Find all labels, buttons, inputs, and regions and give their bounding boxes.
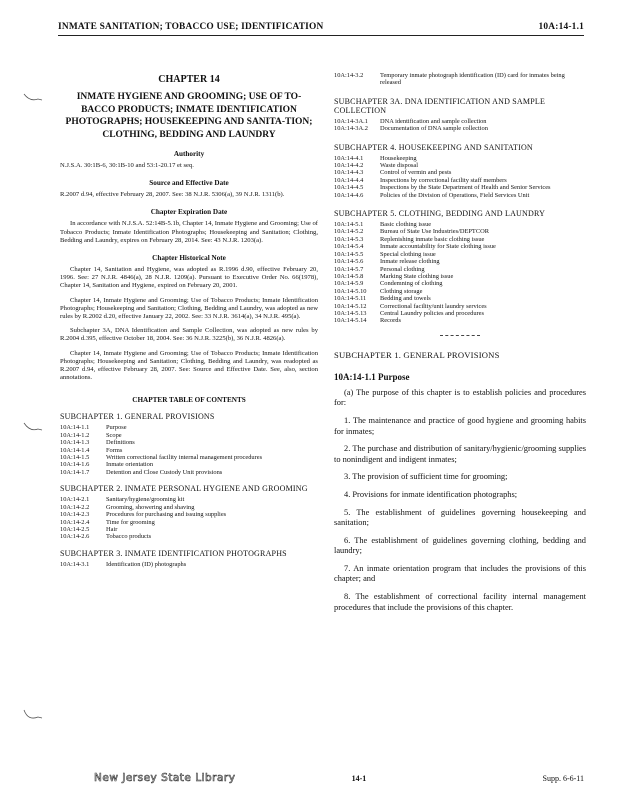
toc-entry-number: 10A:14-3A.2: [334, 125, 368, 133]
toc-entry-title: Records: [380, 317, 401, 325]
right-column: [334, 72, 586, 613]
toc-entry: [60, 533, 318, 540]
toc-entry-title: Procedures for purchasing and issuing supplies: [106, 511, 227, 519]
purpose-item: 5. The establishment of guidelines governing housekeeping and sanitation;: [334, 507, 586, 528]
toc-entry: [334, 228, 586, 235]
toc-entry-number: 10A:14-4.1: [334, 154, 364, 162]
toc-entry-number: 10A:14-3A.1: [334, 117, 368, 125]
toc-entry: [334, 280, 586, 287]
toc-entry-number: 10A:14-4.4: [334, 176, 364, 184]
toc-entry-title: Inmate release clothing: [380, 258, 440, 266]
toc-subchapter-title: SUBCHAPTER 1. GENERAL PROVISIONS: [60, 412, 215, 422]
chapter-label: CHAPTER 14: [158, 74, 220, 85]
toc-entry-title: Grooming, showering and shaving: [106, 503, 195, 511]
toc-entry-title: Basic clothing issue: [380, 221, 432, 229]
toc-entry-number: 10A:14-5.4: [334, 243, 364, 251]
toc-entry-number: 10A:14-5.9: [334, 280, 364, 288]
toc-list: [60, 424, 318, 476]
toc-entry-number: 10A:14-5.11: [334, 295, 367, 303]
toc-subchapter-title: SUBCHAPTER 2. INMATE PERSONAL HYGIENE AND GROOMING: [60, 484, 308, 494]
toc-list: [334, 155, 586, 199]
toc-entry-title: Clothing storage: [380, 287, 423, 295]
source-text: R.2007 d.94, effective February 28, 2007. See: 38 N.J.R. 5306(a), 39 N.J.R. 1311(b).: [60, 191, 285, 199]
toc-entry-title: Policies of the Division of Operations, Field Services Unit: [380, 191, 530, 199]
toc-entry-number: 10A:14-4.3: [334, 169, 364, 177]
toc-entry-number: 10A:14-1.5: [60, 454, 90, 462]
toc-entry: [60, 519, 318, 526]
toc-entry-title: Detention and Close Custody Unit provisions: [106, 468, 223, 476]
toc-entry-number: 10A:14-3.1: [60, 560, 90, 568]
toc-entry-title: Forms: [106, 446, 123, 454]
toc-entry-number: 10A:14-2.6: [60, 533, 90, 541]
toc-entry-title: Condemning of clothing: [380, 280, 443, 288]
toc-entry: [334, 169, 586, 176]
toc-entry-title: Central Laundry policies and procedures: [380, 309, 484, 317]
toc-entry-title: Inspections by correctional facility staff members: [380, 176, 507, 184]
toc-entry: [334, 251, 586, 258]
left-column: [60, 66, 318, 568]
toc-entry: [60, 469, 318, 476]
margin-mark-icon: [22, 420, 44, 434]
toc-entry: [60, 439, 318, 446]
toc-entry: [334, 184, 586, 191]
toc-list: [60, 496, 318, 540]
toc-entry-title: Definitions: [106, 439, 135, 447]
toc-entry: [60, 496, 318, 503]
page-number: 14-1: [351, 773, 367, 783]
toc-entry: [334, 258, 586, 265]
toc-entry-title: DNA identification and sample collection: [380, 117, 487, 125]
toc-entry-title: Written correctional facility internal management procedures: [106, 454, 263, 462]
toc-entry-number: 10A:14-5.1: [334, 221, 364, 229]
toc-entry-number: 10A:14-5.8: [334, 272, 364, 280]
toc-entry-title: Control of vermin and pests: [380, 169, 452, 177]
toc-entry-title: Hair: [106, 525, 118, 533]
toc-entry-number: 10A:14-5.13: [334, 309, 367, 317]
purpose-intro: (a) The purpose of this chapter is to establish policies and procedures for:: [334, 387, 586, 408]
history-heading: Chapter Historical Note: [152, 254, 226, 263]
history-paragraph: Chapter 14, Inmate Hygiene and Grooming; Use of Tobacco Products; Inmate Identification Photographs; Housekeeping and Sanitation; Clothing, Bedding and Laundry, was adopted as new rules by R.2002 d.20, effective January 22, 2002. See: 33 N.J.R. 3614(a), 34 N.J.R. 495(a).: [60, 296, 318, 321]
toc-entry: [334, 310, 586, 317]
toc-entry-number: 10A:14-5.12: [334, 302, 367, 310]
toc-entry: [60, 447, 318, 454]
toc-entry-number: 10A:14-4.2: [334, 162, 364, 170]
toc-entry: [60, 504, 318, 511]
toc-entry-title: Bureau of State Use Industries/DEPTCOR: [380, 228, 489, 236]
supplement-date: Supp. 6-6-11: [542, 773, 584, 783]
toc-entry-number: 10A:14-2.3: [60, 511, 90, 519]
toc-entry: [334, 162, 586, 169]
toc-entry: [334, 72, 586, 87]
toc-entry-title: Temporary inmate photograph identification (ID) card for inmates being released: [380, 72, 565, 87]
toc-list: [334, 221, 586, 325]
toc-entry-number: 10A:14-2.4: [60, 518, 90, 526]
toc-entry: [334, 266, 586, 273]
toc-subchapter-title: SUBCHAPTER 3. INMATE IDENTIFICATION PHOTOGRAPHS: [60, 548, 287, 558]
toc-entry: [60, 424, 318, 431]
toc-entry-number: 10A:14-1.2: [60, 431, 90, 439]
toc-entry: [334, 236, 586, 243]
toc-entry-title: Personal clothing: [380, 265, 425, 273]
expiration-heading: Chapter Expiration Date: [150, 208, 228, 217]
purpose-item: 4. Provisions for inmate identification photographs;: [344, 489, 518, 499]
toc-entry-title: Purpose: [106, 424, 127, 432]
toc-entry-title: Sanitary/hygiene/grooming kit: [106, 496, 185, 504]
purpose-item: 1. The maintenance and practice of good hygiene and grooming habits for inmates;: [334, 415, 586, 436]
toc-entry: [60, 432, 318, 439]
purpose-item: 7. An inmate orientation program that includes the provisions of this chapter; and: [334, 563, 586, 584]
toc-entry-number: 10A:14-1.1: [60, 424, 90, 432]
toc-entry-number: 10A:14-5.3: [334, 235, 364, 243]
header-section-number: 10A:14-1.1: [538, 22, 584, 32]
toc-entry-title: Correctional facility/unit laundry services: [380, 302, 487, 310]
toc-entry-title: Time for grooming: [106, 518, 155, 526]
header-title: INMATE SANITATION; TOBACCO USE; IDENTIFICATION: [58, 22, 324, 32]
margin-mark-icon: [22, 708, 44, 722]
toc-entry-title: Waste disposal: [380, 162, 418, 170]
toc-entry-number: 10A:14-5.7: [334, 265, 364, 273]
toc-subchapter-title: SUBCHAPTER 5. CLOTHING, BEDDING AND LAUNDRY: [334, 209, 546, 219]
toc-entry: [334, 317, 586, 324]
toc-entry-title: Documentation of DNA sample collection: [380, 125, 488, 133]
toc-entry: [334, 221, 586, 228]
authority-heading: Authority: [173, 150, 205, 158]
running-header: [58, 22, 584, 36]
subchapter-heading: SUBCHAPTER 1. GENERAL PROVISIONS: [334, 349, 500, 360]
source-heading: Source and Effective Date: [149, 179, 229, 188]
toc-entry: [60, 454, 318, 461]
toc-entry-number: 10A:14-1.3: [60, 439, 90, 447]
toc-entry-number: 10A:14-4.5: [334, 184, 364, 192]
toc-entry: [334, 288, 586, 295]
chapter-title: INMATE HYGIENE AND GROOMING; USE OF TO-BACCO PRODUCTS; INMATE IDENTIFICATION PHOTOGRAPHS; HOUSEKEEPING AND SANITA-TION; CLOTHING, BEDDING AND LAUNDRY: [65, 92, 313, 140]
toc-entry-number: 10A:14-3.2: [334, 72, 364, 79]
toc-entry-title: Replenishing inmate basic clothing issue: [380, 235, 485, 243]
section-divider: [440, 335, 480, 336]
purpose-item: 2. The purchase and distribution of sanitary/hygienic/grooming supplies to nonindigent and indigent inmates;: [334, 444, 586, 464]
purpose-item: 8. The establishment of correctional facility internal management procedures that include the provisions of this chapter.: [334, 592, 586, 612]
toc-entry-number: 10A:14-5.2: [334, 228, 364, 236]
authority-text: N.J.S.A. 30:1B-6, 30:1B-10 and 53:1-20.17 et seq.: [60, 162, 194, 169]
toc-entry: [334, 125, 586, 132]
toc-entry-title: Bedding and towels: [380, 295, 431, 303]
toc-subchapter-title: SUBCHAPTER 4. HOUSEKEEPING AND SANITATION: [334, 142, 533, 152]
toc-heading: CHAPTER TABLE OF CONTENTS: [132, 396, 246, 405]
toc-list: [334, 72, 586, 87]
toc-entry-title: Housekeeping: [380, 154, 417, 162]
toc-entry: [334, 118, 586, 125]
toc-entry-number: 10A:14-2.5: [60, 525, 90, 533]
toc-list: [60, 561, 318, 568]
toc-entry-title: Inspections by the State Department of Health and Senior Services: [380, 184, 551, 192]
toc-entry: [60, 461, 318, 468]
toc-entry: [334, 243, 586, 250]
toc-entry-number: 10A:14-5.5: [334, 250, 364, 258]
purpose-item: 3. The provision of sufficient time for grooming;: [344, 472, 508, 482]
history-paragraph: Chapter 14, Sanitation and Hygiene, was adopted as R.1996 d.90, effective February 20, 1996. See: 27 N.J.R. 4846(a), 28 N.J.R. 1209(a). Pursuant to Executive Order No. 66(1978), Chapter 14, Sanitation and Hygiene, expired on February 20, 2001.: [60, 266, 318, 290]
toc-entry-title: Identification (ID) photographs: [106, 560, 187, 568]
toc-entry-number: 10A:14-2.1: [60, 496, 90, 504]
margin-mark-icon: [22, 90, 44, 104]
toc-entry: [60, 511, 318, 518]
toc-list: [334, 118, 586, 133]
toc-entry-title: Tobacco products: [106, 533, 152, 541]
purpose-list: [334, 416, 586, 613]
toc-entry: [334, 303, 586, 310]
page-footer: [94, 772, 584, 784]
history-paragraph: Chapter 14, Inmate Hygiene and Grooming; Use of Tobacco Products; Inmate Identification Photographs; Housekeeping and Sanitation; Clothing, Bedding and Laundry, was readopted as R.2007 d.94, effective February 28, 2007. See: Source and Effective Date. See, also, section annotations.: [60, 349, 318, 382]
history-paragraph: Subchapter 3A, DNA Identification and Sample Collection, was adopted as new rules by R.2004 d.395, effective October 18, 2004. See: 36 N.J.R. 3225(b), 36 N.J.R. 4826(a).: [60, 327, 318, 343]
toc-entry-number: 10A:14-1.7: [60, 468, 90, 476]
toc-entry-number: 10A:14-5.14: [334, 317, 367, 325]
toc-entry-number: 10A:14-1.4: [60, 446, 90, 454]
toc-entry: [334, 155, 586, 162]
expiration-text: In accordance with N.J.S.A. 52:14B-5.1b, Chapter 14, Inmate Hygiene and Grooming; Use of Tobacco Products; Inmate Identification Photographs; Housekeeping and Sanitation; Clothing, Bedding and Laundry, expires on February 28, 2014. See: 43 N.J.R. 1203(a).: [60, 220, 318, 244]
toc-entry-number: 10A:14-2.2: [60, 503, 90, 511]
toc-subchapter-title: SUBCHAPTER 3A. DNA IDENTIFICATION AND SAMPLE COLLECTION: [334, 96, 546, 115]
toc-entry-number: 10A:14-4.6: [334, 191, 364, 199]
toc-entry-number: 10A:14-5.6: [334, 258, 364, 266]
toc-entry-title: Scope: [106, 431, 122, 439]
purpose-item: 6. The establishment of guidelines governing clothing, bedding and laundry;: [334, 535, 586, 556]
toc-entry: [60, 526, 318, 533]
toc-entry: [334, 273, 586, 280]
toc-entry-title: Inmate accountability for State clothing issue: [380, 243, 496, 251]
toc-entry: [334, 177, 586, 184]
library-stamp: New Jersey State Library: [94, 772, 236, 784]
toc-entry-title: Marking State clothing issue: [380, 272, 454, 280]
section-heading: 10A:14-1.1 Purpose: [334, 371, 410, 382]
toc-entry-number: 10A:14-1.6: [60, 461, 90, 469]
toc-entry: [334, 192, 586, 199]
toc-entry-title: Inmate orientation: [106, 461, 154, 469]
toc-entry-title: Special clothing issue: [380, 250, 436, 258]
toc-entry: [334, 295, 586, 302]
toc-entry-number: 10A:14-5.10: [334, 287, 367, 295]
toc-entry: [60, 561, 318, 568]
